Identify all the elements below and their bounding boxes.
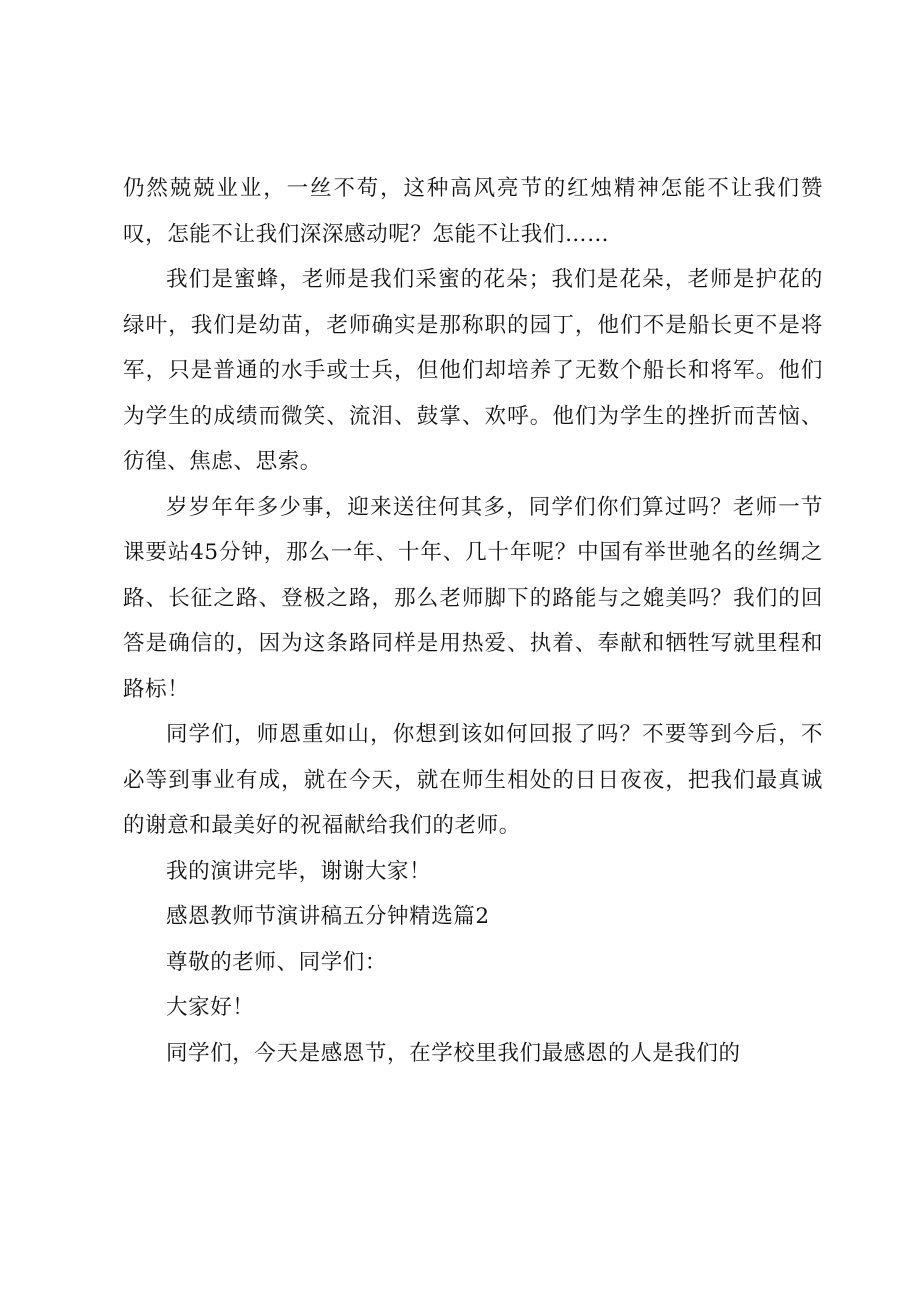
greeting: 大家好！ — [166, 995, 255, 1020]
salutation: 尊敬的老师、同学们： — [166, 949, 388, 975]
paragraph-last: 同学们，今天是感恩节，在学校里我们最感恩的人是我们的 — [166, 1040, 741, 1066]
section-title: 感恩教师节演讲稿五分钟精选篇2 — [166, 904, 490, 929]
paragraph-1: 仍然兢兢业业，一丝不苟，这种高风亮节的红烛精神怎能不让我们赞叹，怎能不让我们深深感动呢？怎能不让我们…… — [123, 176, 823, 247]
closing-line: 我的演讲完毕，谢谢大家！ — [166, 858, 432, 884]
paragraph-2: 我们是蜜蜂，老师是我们采蜜的花朵；我们是花朵，老师是护花的绿叶，我们是幼苗，老师确实是那称职的园丁，他们不是船长更不是将军，只是普通的水手或士兵，但他们却培养了无数个船长和将军。他们为学生的成绩而微笑、流泪、鼓掌、欢呼。他们为学生的挫折而苦恼、彷徨、焦虑、思索。 — [123, 267, 823, 474]
document-body — [123, 166, 823, 1076]
paragraph-4: 同学们，师恩重如山，你想到该如何回报了吗？不要等到今后，不必等到事业有成，就在今天，就在师生相处的日日夜夜，把我们最真诚的谢意和最美好的祝福献给我们的老师。 — [123, 722, 823, 838]
paragraph-3: 岁岁年年多少事，迎来送往何其多，同学们你们算过吗？老师一节课要站45分钟，那么一年、十年、几十年呢？中国有举世驰名的丝绸之路、长征之路、登极之路，那么老师脚下的路能与之媲美吗？我们的回答是确信的，因为这条路同样是用热爱、执着、奉献和牺牲写就里程和路标！ — [123, 494, 823, 702]
